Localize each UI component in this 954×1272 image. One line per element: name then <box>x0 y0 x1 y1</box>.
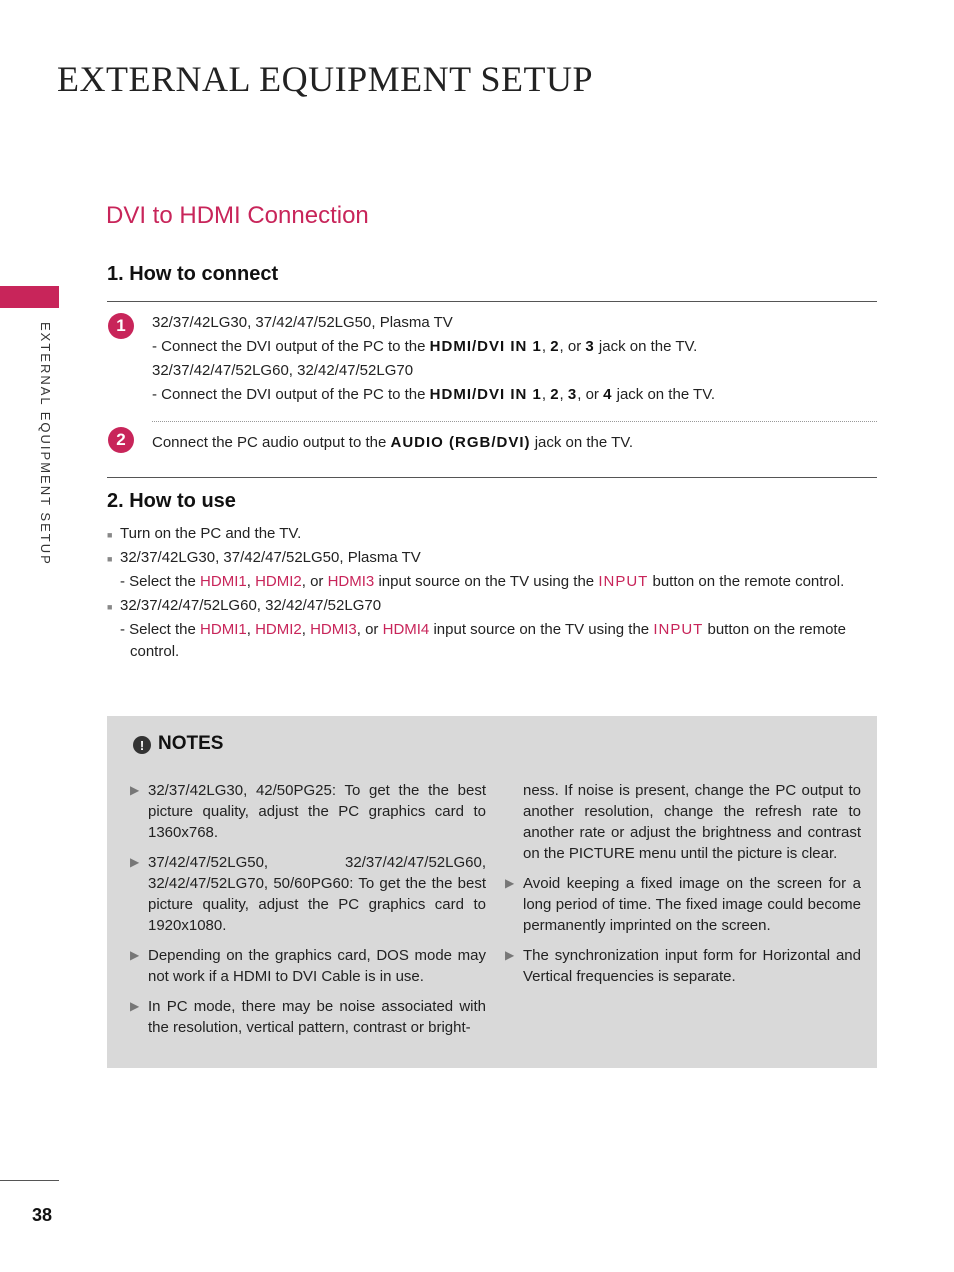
step-1-badge: 1 <box>108 313 134 339</box>
step-1-instruction-b: - Connect the DVI output of the PC to the HDMI/DVI IN 1, 2, 3, or 4 jack on the TV. <box>152 386 716 403</box>
exclamation-icon: ! <box>133 736 151 754</box>
use-item-1: Turn on the PC and the TV. <box>120 525 302 542</box>
step-1-instruction-a: - Connect the DVI output of the PC to the HDMI/DVI IN 1, 2, or 3 jack on the TV. <box>152 338 698 355</box>
bullet-square-icon: ■ <box>107 530 113 540</box>
page-title: EXTERNAL EQUIPMENT SETUP <box>57 59 593 99</box>
arrow-right-icon: ▶ <box>130 783 140 797</box>
note-item: ▶ Depending on the graphics card, DOS mode may not work if a HDMI to DVI Cable is in use. <box>130 947 486 985</box>
step-2-instruction: Connect the PC audio output to the AUDIO (RGB/DVI) jack on the TV. <box>152 434 634 451</box>
step-1-model-b: 32/37/42/47/52LG60, 32/42/47/52LG70 <box>152 362 414 379</box>
step-divider <box>152 421 877 422</box>
note-item: ▶ 37/42/47/52LG50, 32/37/42/47/52LG60, 32/42/47/52LG70, 50/60PG60: To get the the best picture quality, adjust the PC graphics card to 1920x1080. <box>130 854 486 934</box>
use-item-2: 32/37/42LG30, 37/42/47/52LG50, Plasma TV <box>120 549 421 566</box>
use-item-3-instruction: - Select the HDMI1, HDMI2, HDMI3, or HDMI4 input source on the TV using the INPUT button on the remote <box>120 621 846 638</box>
page-number: 38 <box>32 1205 53 1225</box>
arrow-right-icon: ▶ <box>130 855 140 869</box>
note-item: ▶ 32/37/42LG30, 42/50PG25: To get the the best picture quality, adjust the PC graphics card to 1360x768. <box>130 782 486 841</box>
arrow-right-icon: ▶ <box>130 948 140 962</box>
how-to-connect-heading: 1. How to connect <box>107 263 279 285</box>
section-title: DVI to HDMI Connection <box>106 202 369 229</box>
note-item-continuation: ness. If noise is present, change the PC output to another resolution, change the refresh rate to another rate or adjust the brightness and contrast on the PICTURE menu until the picture is clear. <box>523 782 861 862</box>
note-item: ▶ The synchronization input form for Horizontal and Vertical frequencies is separate. <box>505 947 861 985</box>
note-item: ▶ In PC mode, there may be noise associated with the resolution, vertical pattern, contrast or bright- <box>130 998 486 1036</box>
use-item-2-instruction: - Select the HDMI1, HDMI2, or HDMI3 input source on the TV using the INPUT button on the remote control. <box>120 573 845 590</box>
arrow-right-icon: ▶ <box>130 999 140 1013</box>
divider-middle <box>107 477 877 478</box>
use-item-3: 32/37/42/47/52LG60, 32/42/47/52LG70 <box>120 597 382 614</box>
step-2-badge: 2 <box>108 427 134 453</box>
how-to-use-heading: 2. How to use <box>107 490 236 512</box>
notes-left-column <box>130 780 486 1047</box>
bullet-square-icon: ■ <box>107 554 113 564</box>
side-section-label: EXTERNAL EQUIPMENT SETUP <box>38 322 53 566</box>
divider-top <box>107 301 877 302</box>
bullet-square-icon: ■ <box>107 602 113 612</box>
side-tab-marker <box>0 286 59 308</box>
note-item: ▶ Avoid keeping a fixed image on the screen for a long period of time. The fixed image could become permanently imprinted on the screen. <box>505 875 861 934</box>
step-1-model-a: 32/37/42LG30, 37/42/47/52LG50, Plasma TV <box>152 314 453 331</box>
arrow-right-icon: ▶ <box>505 948 515 962</box>
notes-right-column <box>505 780 861 996</box>
arrow-right-icon: ▶ <box>505 876 515 890</box>
footer-divider <box>0 1180 59 1181</box>
use-item-3-continuation: control. <box>130 643 180 660</box>
notes-title: NOTES <box>158 733 224 754</box>
